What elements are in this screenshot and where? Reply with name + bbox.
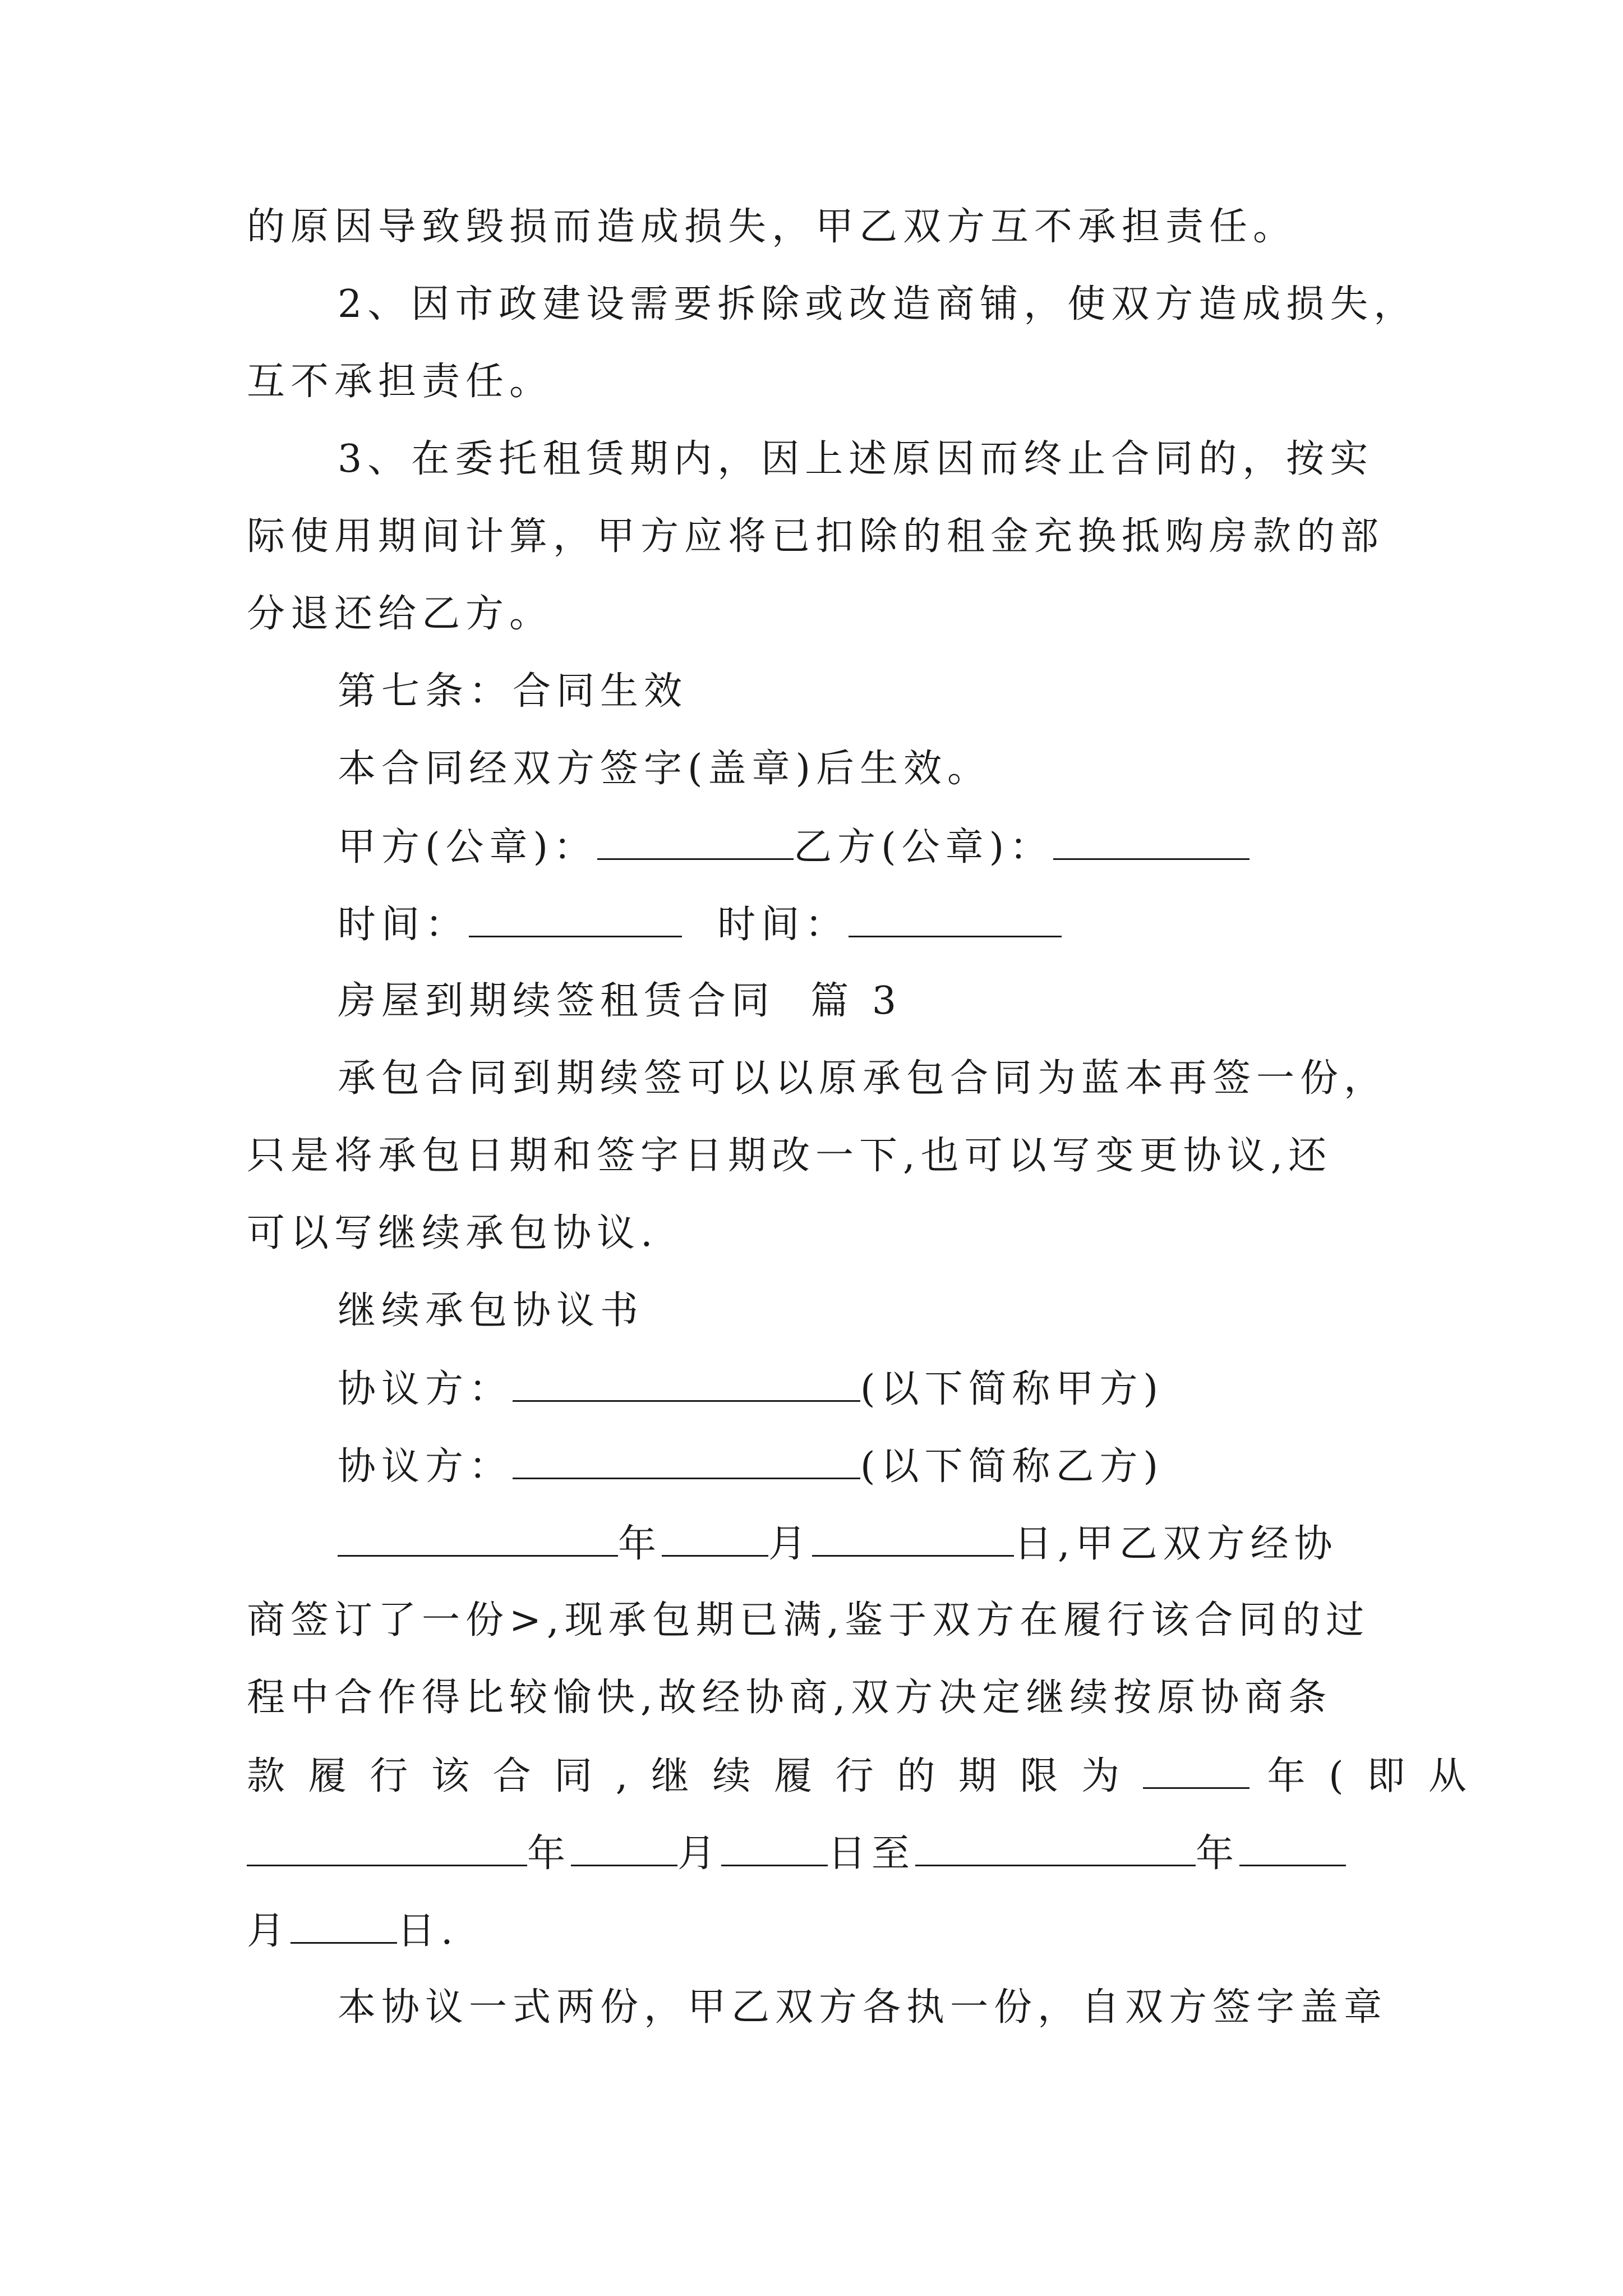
start-month-blank[interactable] xyxy=(571,1828,677,1866)
article-7-heading: 第七条：合同生效 xyxy=(338,669,688,714)
month-label: 月 xyxy=(768,1522,813,1566)
party-a-seal-blank[interactable] xyxy=(597,821,794,860)
period-line-end xyxy=(247,1905,459,1957)
party-a-seal-label: 甲方(公章)： xyxy=(338,825,598,869)
party-a-line xyxy=(338,1363,1164,1415)
paragraph-line: 程中合作得比较愉快,故经协商,双方决定继续按原协商条 xyxy=(247,1676,1332,1720)
party-a-blank[interactable] xyxy=(513,1363,860,1402)
start-month-label: 月 xyxy=(677,1832,722,1876)
term-line xyxy=(247,1750,1472,1802)
day-blank[interactable] xyxy=(812,1518,1014,1557)
end-month-label: 月 xyxy=(247,1909,291,1953)
party-b-seal-label: 乙方(公章)： xyxy=(794,825,1054,869)
term-text-tail: 年 ( 即 从 xyxy=(1267,1754,1472,1798)
clause-3-line: 3、在委托租赁期内，因上述原因而终止合同的，按实 xyxy=(338,437,1374,481)
start-year-blank[interactable] xyxy=(247,1828,527,1866)
paragraph-line: 商签订了一份>,现承包期已满,鉴于双方在履行该合同的过 xyxy=(247,1598,1370,1642)
year-blank[interactable] xyxy=(338,1518,618,1557)
start-day-blank[interactable] xyxy=(721,1828,828,1866)
signature-date-line xyxy=(338,899,1062,950)
end-year-blank[interactable] xyxy=(915,1828,1196,1866)
day-text: 日,甲乙双方经协 xyxy=(1014,1522,1338,1566)
paragraph-line: 本协议一式两份，甲乙双方各执一份，自双方签字盖章 xyxy=(338,1985,1388,2030)
date-line xyxy=(338,1518,1338,1570)
end-day-label: 日. xyxy=(397,1909,459,1953)
end-month-blank[interactable] xyxy=(1239,1828,1346,1866)
time-label-b: 时间： xyxy=(717,903,849,947)
time-blank-b[interactable] xyxy=(849,899,1062,937)
article-7-text: 本合同经双方签字(盖章)后生效。 xyxy=(338,747,992,791)
agreement-title: 继续承包协议书 xyxy=(338,1289,644,1333)
start-year-label: 年 xyxy=(527,1832,571,1876)
party-a-label: 协议方： xyxy=(338,1367,513,1411)
party-b-label: 协议方： xyxy=(338,1444,513,1489)
section-title: 房屋到期续签租赁合同 篇 3 xyxy=(338,979,902,1023)
party-a-note: (以下简称甲方) xyxy=(860,1367,1164,1411)
end-year-label: 年 xyxy=(1196,1832,1240,1876)
period-line xyxy=(247,1828,1346,1879)
clause-2-line: 互不承担责任。 xyxy=(247,360,554,404)
paragraph-line: 承包合同到期续签可以以原承包合同为蓝本再签一份， xyxy=(338,1056,1388,1101)
time-blank-a[interactable] xyxy=(469,899,682,937)
paragraph-line: 的原因导致毁损而造成损失，甲乙双方互不承担责任。 xyxy=(247,205,1297,249)
clause-3-line: 际使用期间计算，甲方应将已扣除的租金充换抵购房款的部 xyxy=(247,514,1385,559)
time-label-a: 时间： xyxy=(338,903,469,947)
paragraph-line: 可以写继续承包协议. xyxy=(247,1211,658,1255)
party-b-blank[interactable] xyxy=(513,1441,860,1479)
end-day-blank[interactable] xyxy=(291,1905,397,1944)
party-b-line xyxy=(338,1441,1164,1492)
party-b-note: (以下简称乙方) xyxy=(860,1444,1164,1489)
term-years-blank[interactable] xyxy=(1143,1750,1249,1789)
year-label: 年 xyxy=(618,1522,662,1566)
clause-2-line: 2、因市政建设需要拆除或改造商铺，使双方造成损失， xyxy=(338,282,1418,326)
start-day-label: 日至 xyxy=(828,1832,916,1876)
month-blank[interactable] xyxy=(662,1518,768,1557)
party-b-seal-blank[interactable] xyxy=(1053,821,1249,860)
paragraph-line: 只是将承包日期和签字日期改一下,也可以写变更协议,还 xyxy=(247,1134,1332,1178)
term-text: 款 履 行 该 合 同 , 继 续 履 行 的 期 限 为 xyxy=(247,1754,1126,1798)
clause-3-line: 分退还给乙方。 xyxy=(247,592,554,636)
signature-seal-line xyxy=(338,821,1249,873)
